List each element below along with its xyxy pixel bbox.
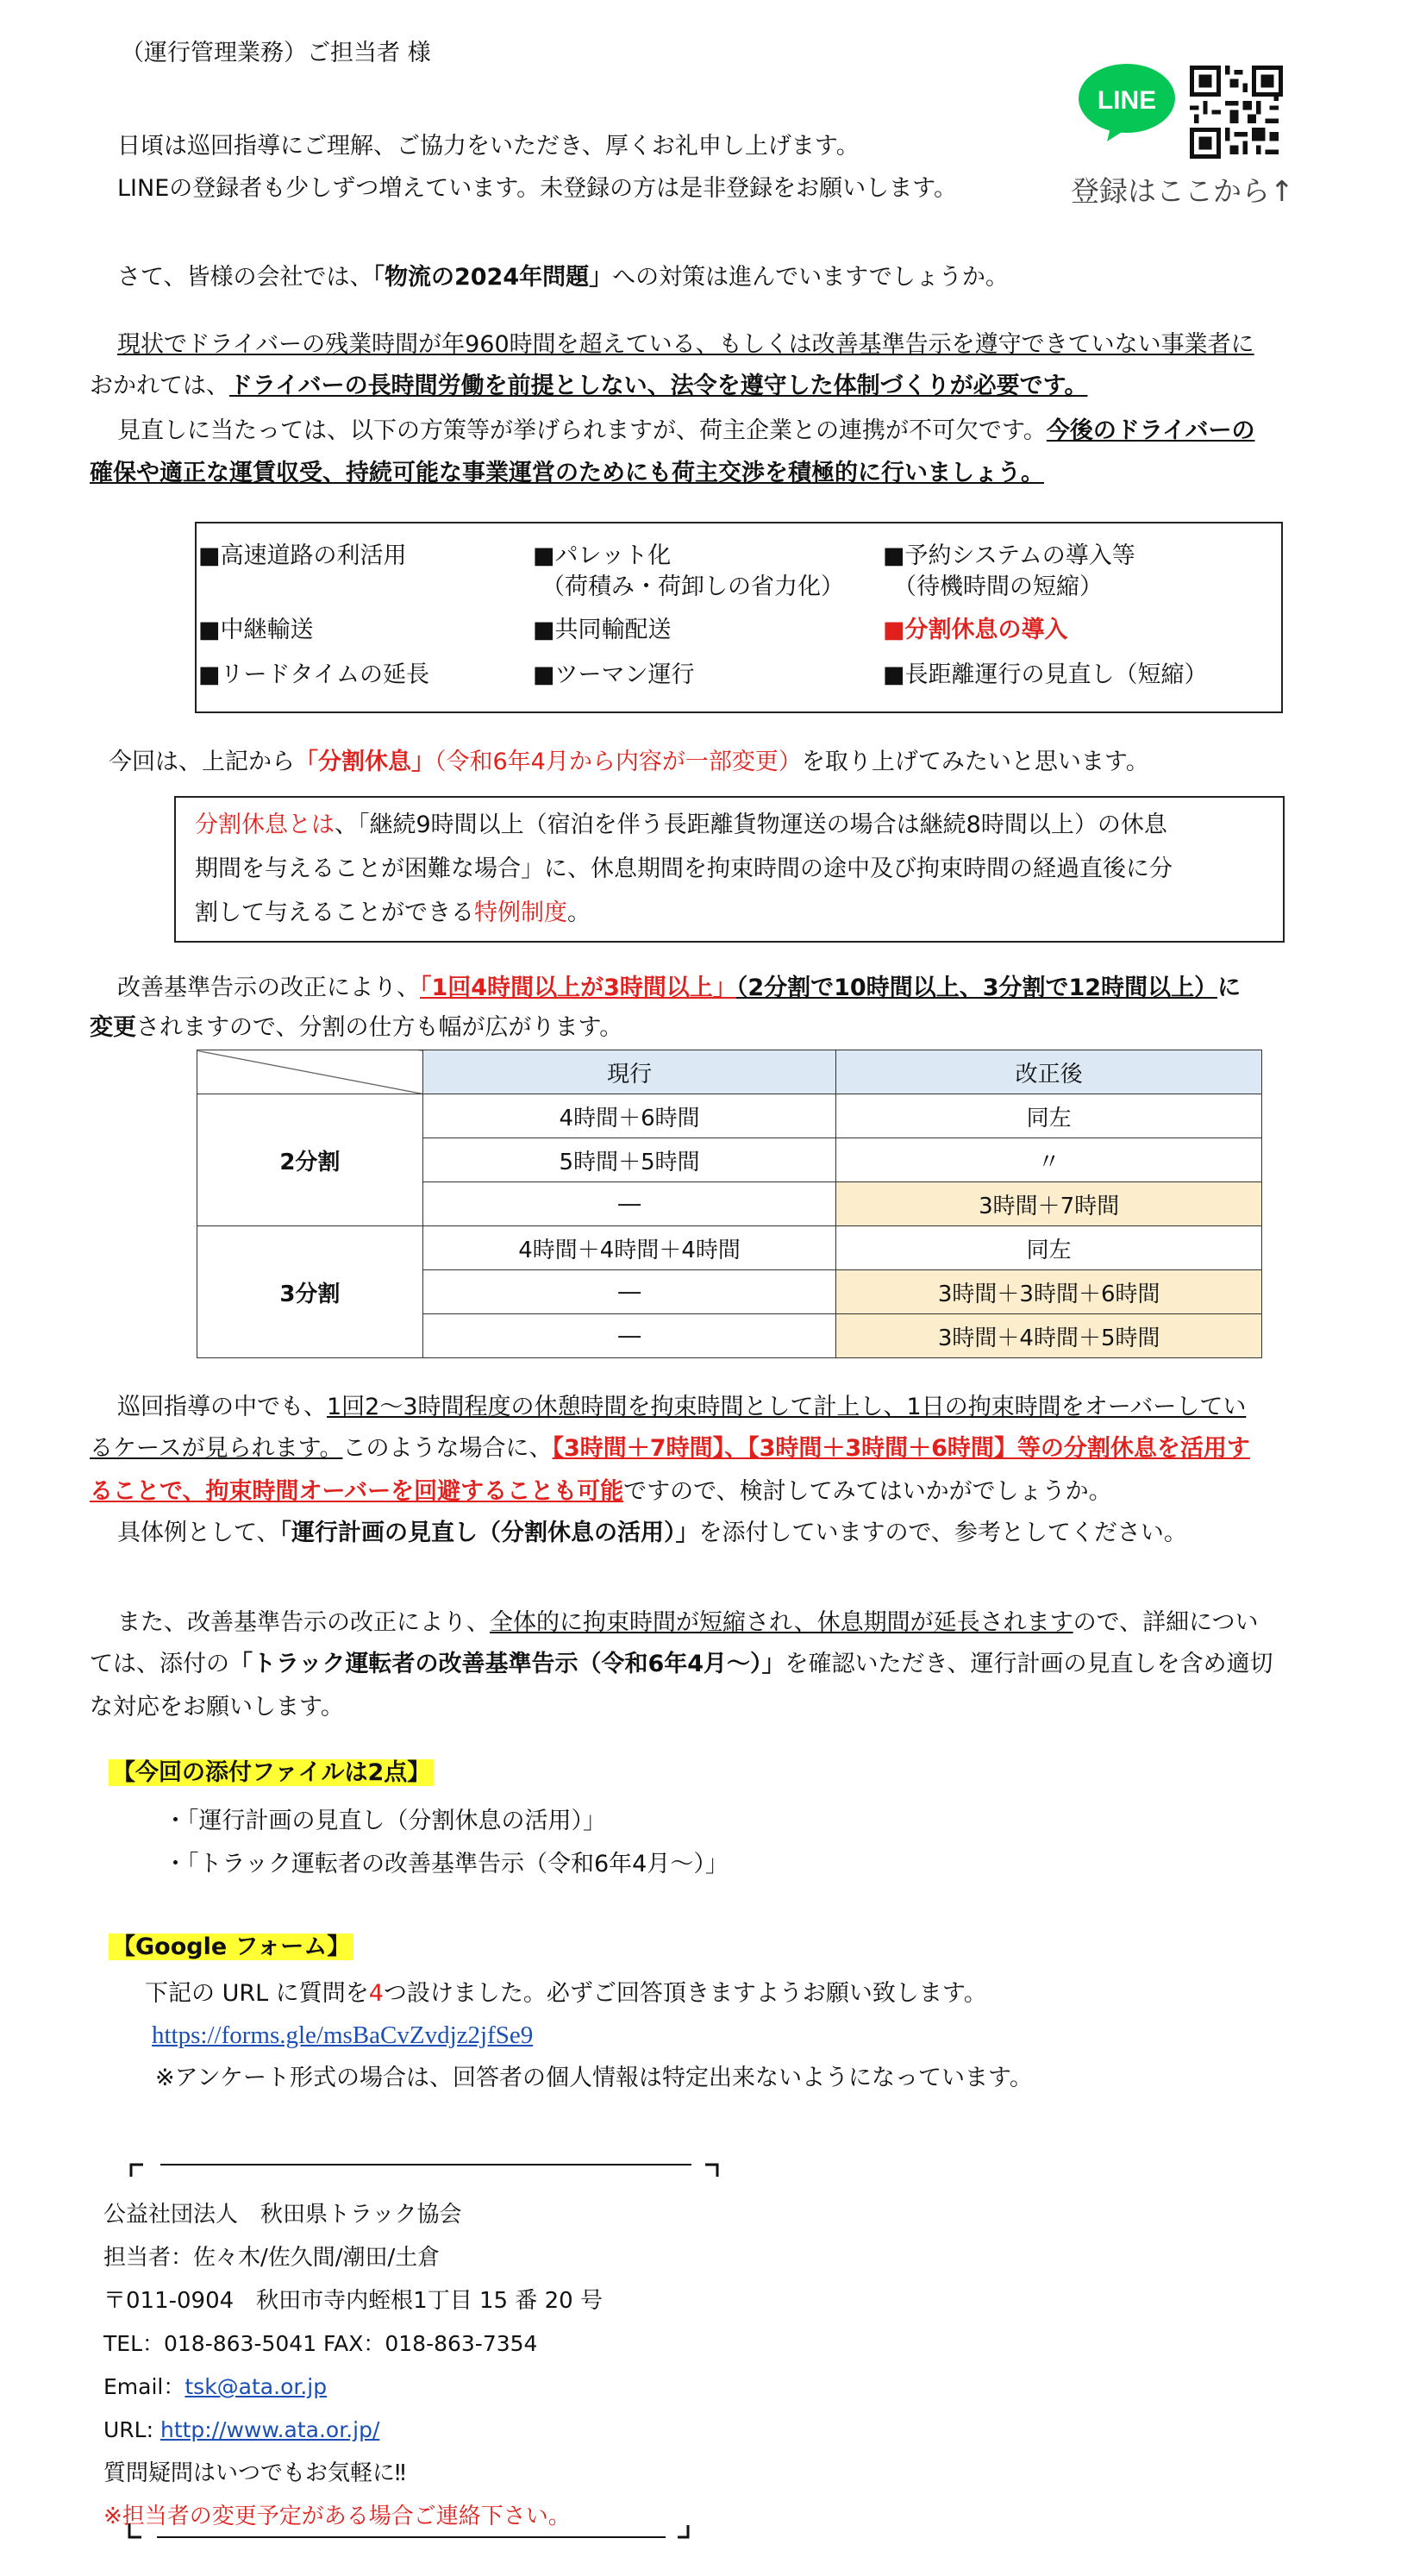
contact-org: 公益社団法人 秋田県トラック協会: [103, 2202, 462, 2228]
para2-line-1: 巡回指導の中でも、1回2～3時間程度の休憩時間を拘束時間として計上し、1日の拘束時間をオーバーしてい: [117, 1394, 1247, 1420]
definition-box: [174, 796, 1285, 943]
contact-notice: ※担当者の変更予定がある場合ご連絡下さい。: [103, 2504, 571, 2529]
intro-line: さて、皆様の会社では、「物流の2024年問題」への対策は進んでいますでしょうか。: [117, 264, 1009, 291]
greeting-line-2: LINEの登録者も少しずつ増えています。未登録の方は是非登録をお願いします。: [117, 175, 957, 202]
contact-address: 〒011-0904 秋田市寺内蛭根1丁目 15 番 20 号: [103, 2288, 603, 2314]
cell-current: 4時間＋6時間: [422, 1094, 836, 1138]
contact-staff: 担当者：佐々木/佐久間/潮田/土倉: [103, 2245, 441, 2271]
cell-revised: 同左: [836, 1226, 1262, 1270]
qr-code-icon[interactable]: [1190, 66, 1283, 159]
attachment-item-2: ・「トラック運転者の改善基準告示（令和6年4月～）」: [164, 1851, 729, 1877]
option-two-man: ■ツーマン運行: [533, 661, 695, 688]
option-joint-delivery: ■共同輸配送: [533, 617, 672, 643]
option-pallet-sub: （荷積み・荷卸しの省力化）: [541, 573, 844, 600]
option-reservation: ■予約システムの導入等: [883, 542, 1135, 569]
contact-url: URL: http://www.ata.or.jp/: [103, 2417, 380, 2442]
attachments-heading: 【今回の添付ファイルは2点】: [109, 1756, 434, 1790]
para3-line-1: また、改善基準告示の改正により、全体的に拘束時間が短縮され、休息期間が延長されますので、詳細につい: [117, 1609, 1259, 1636]
definition-line-1: 分割休息とは、「継続9時間以上（宿泊を伴う長距離貨物運送の場合は継続8時間以上）の休息: [195, 812, 1167, 838]
cell-revised-highlight: 3時間＋4時間＋5時間: [836, 1314, 1262, 1358]
line-logo-icon[interactable]: [1076, 60, 1178, 143]
option-relay: ■中継輸送: [198, 617, 314, 643]
google-form-heading: 【Google フォーム】: [109, 1930, 353, 1965]
register-caption: 登録はここから↑: [1071, 174, 1294, 208]
definition-line-2: 期間を与えることが困難な場合」に、休息期間を拘束時間の途中及び拘束時間の経過直後に分: [195, 856, 1173, 882]
revision-line-1: 改善基準告示の改正により、「1回4時間以上が3時間以上」（2分割で10時間以上、3分割で12時間以上）に: [117, 975, 1241, 1001]
option-split-rest: ■分割休息の導入: [883, 617, 1068, 643]
para2-line-2: るケースが見られます。このような場合に、【3時間＋7時間】、【3時間＋3時間＋6時間】等の分割休息を活用す: [90, 1435, 1250, 1462]
para1-line-4: 確保や適正な運賃収受、持続可能な事業運営のためにも荷主交渉を積極的に行いましょう。: [90, 460, 1044, 486]
option-lead-time: ■リードタイムの延長: [198, 661, 429, 688]
table-corner-cell: [197, 1050, 423, 1094]
cell-revised: 同左: [836, 1094, 1262, 1138]
definition-line-3: 割して与えることができる特例制度。: [195, 899, 591, 926]
header-revised: 改正後: [836, 1050, 1262, 1094]
cell-revised-highlight: 3時間＋3時間＋6時間: [836, 1270, 1262, 1314]
para3-line-2: ては、添付の「トラック運転者の改善基準告示（令和6年4月～）」を確認いただき、運行計画の見直しを含め適切: [90, 1651, 1273, 1677]
measures-box: [195, 522, 1283, 713]
cell-revised: 〃: [836, 1138, 1262, 1182]
table-row: [197, 1094, 1262, 1138]
google-form-url-link[interactable]: https://forms.gle/msBaCvZvdjz2jfSe9: [152, 2021, 534, 2049]
contact-questions: 質問疑問はいつでもお気軽に‼: [103, 2460, 406, 2486]
table-header-row: [197, 1050, 1262, 1094]
line-logo-text: LINE: [1097, 86, 1157, 115]
website-link[interactable]: http://www.ata.or.jp/: [159, 2417, 380, 2442]
attachment-item-1: ・「運行計画の見直し（分割休息の活用）」: [164, 1808, 606, 1834]
para1-line-3: 見直しに当たっては、以下の方策等が挙げられますが、荷主企業との連携が不可欠です。今後のドライバーの: [117, 417, 1255, 444]
group-3-split: 3分割: [197, 1226, 423, 1358]
split-rest-table: [197, 1050, 1262, 1358]
option-reservation-sub: （待機時間の短縮）: [893, 573, 1103, 600]
cell-revised-highlight: 3時間＋7時間: [836, 1182, 1262, 1226]
revision-line-2: 変更されますので、分割の仕方も幅が広がります。: [90, 1014, 623, 1041]
google-form-line: 下記の URL に質問を4つ設けました。必ずご回答頂きますようお願い致します。: [145, 1980, 987, 2007]
greeting-line-1: 日頃は巡回指導にご理解、ご協力をいただき、厚くお礼申し上げます。: [117, 133, 860, 160]
option-pallet: ■パレット化: [533, 542, 672, 569]
option-expressway: ■高速道路の利活用: [198, 542, 407, 569]
topic-line: 今回は、上記から「分割休息」（令和6年4月から内容が一部変更）を取り上げてみたいと思います。: [109, 749, 1149, 775]
cell-current: 5時間＋5時間: [422, 1138, 836, 1182]
cell-current: ―: [422, 1270, 836, 1314]
table-row: [197, 1226, 1262, 1270]
cell-current: ―: [422, 1182, 836, 1226]
salutation: （運行管理業務）ご担当者 様: [121, 40, 431, 66]
para3-line-3: な対応をお願いします。: [90, 1694, 344, 1720]
cell-current: ―: [422, 1314, 836, 1358]
header-current: 現行: [422, 1050, 836, 1094]
email-link[interactable]: tsk@ata.or.jp: [185, 2374, 328, 2399]
contact-email: Email：tsk@ata.or.jp: [103, 2374, 328, 2399]
cell-current: 4時間＋4時間＋4時間: [422, 1226, 836, 1270]
group-2-split: 2分割: [197, 1094, 423, 1226]
contact-tel-fax: TEL：018-863-5041 FAX：018-863-7354: [103, 2331, 538, 2356]
google-form-note: ※アンケート形式の場合は、回答者の個人情報は特定出来ないようになっています。: [155, 2065, 1033, 2091]
para2-line-3: ることで、拘束時間オーバーを回避することも可能ですので、検討してみてはいかがでしょうか。: [90, 1478, 1112, 1505]
option-long-distance: ■長距離運行の見直し（短縮）: [883, 661, 1208, 688]
para1-line-2: おかれては、ドライバーの長時間労働を前提としない、法令を遵守した体制づくりが必要です。: [90, 373, 1088, 399]
para1-line-1: 現状でドライバーの残業時間が年960時間を超えている、もしくは改善基準告示を遵守できていない事業者に: [117, 331, 1254, 358]
para2-line-4: 具体例として、「運行計画の見直し（分割休息の活用）」を添付していますので、参考としてください。: [117, 1520, 1187, 1546]
